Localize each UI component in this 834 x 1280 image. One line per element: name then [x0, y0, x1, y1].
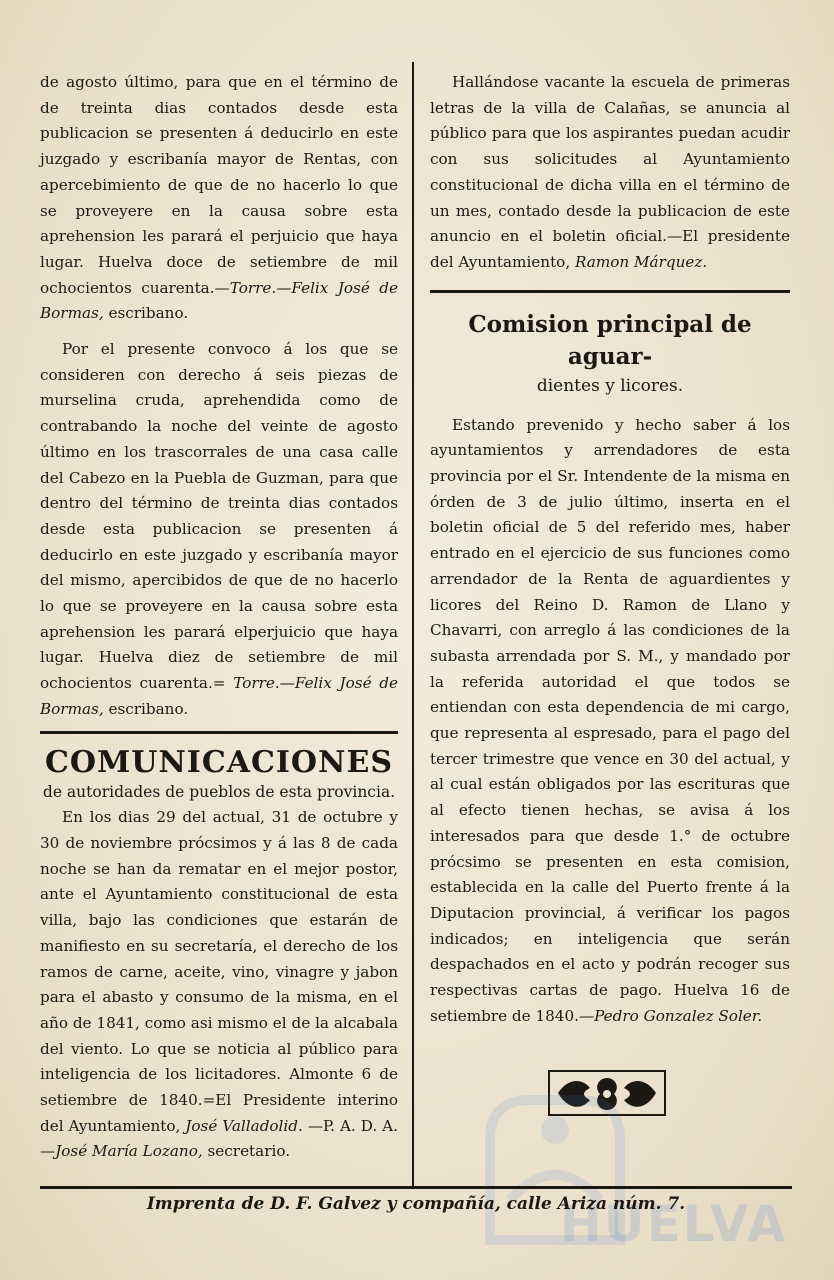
notice-bormas-2: Por el presente convoco á los que se consideren con derecho á seis piezas de murselina cruda, aprehendida como de contrabando la noche del veinte de agosto último en los trascorrales de una casa calle del Cabezo en la Puebla de Guzman, para que dentro del término de treinta dias contados desde esta publicacion se presenten á deducirlo en este juzgado y escribanía mayor del mismo, apercibidos de que de no hacerlo lo que se proveyere en la causa sobre esta aprehension les parará elperjuicio que haya lugar. Huelva diez de setiembre de mil ochocientos cuarenta.= Torre.—Felix José de Bormas, escribano.	[40, 340, 398, 718]
column-divider	[412, 62, 414, 1187]
section-title-comision: Comision principal de aguar-	[468, 310, 752, 370]
footer-divider	[40, 1186, 792, 1189]
signature: Pedro Gonzalez Soler.	[594, 1006, 763, 1025]
section-subtitle: de autoridades de pueblos de esta provincia.	[42, 782, 396, 801]
section-title-comunicaciones: COMUNICACIONES	[45, 744, 393, 780]
signature: Ramon Márquez.	[574, 252, 708, 271]
printer-imprint: Imprenta de D. F. Galvez y compañía, calle Ariza núm. 7.	[146, 1194, 686, 1214]
left-column	[40, 70, 398, 1165]
notice-bormas-1: de agosto último, para que en el término de de treinta dias contados desde esta publicacion se presenten á deducirlo en este juzgado y escribanía mayor de Rentas, con apercebimiento de que de no hacerlo lo que se proveyere en la causa sobre esta aprehension les parará el perjuicio que haya lugar. Huelva doce de setiembre de mil ochocientos cuarenta.—Torre.—Felix José de Bormas, escribano.	[40, 73, 398, 323]
notice-almonte: En los dias 29 del actual, 31 de octubre y 30 de noviembre prócsimos y á las 8 de cada noche se han da rematar en el mejor postor, ante el Ayuntamiento constitucional de esta villa, bajo las condiciones que estarán de manifiesto en su secretaría, el derecho de los ramos de carne, aceite, vino, vinagre y jabon para el abasto y consumo de la misma, en el año de 1841, como asi mismo el de la alcabala del viento. Lo que se noticia al público para inteligencia de los licitadores. Almonte 6 de setiembre de 1840.=El Presidente interino del Ayuntamiento, José Valladolid. —P. A. D. A.—José María Lozano, secretario.	[40, 808, 398, 1161]
signature: Torre.—Felix José de Bormas,	[40, 674, 398, 718]
notice-aguardientes: Estando prevenido y hecho saber á los ayuntamientos y arrendadores de esta provincia por el Sr. Intendente de la misma en órden de 3 de julio último, inserta en el boletin oficial de 5 del referido mes, haber entrado en el ejercicio de sus funciones como arrendador de la Renta de aguardientes y licores del Reino D. Ramon de Llano y Chavarri, con arreglo á las condiciones de la subasta arrendada por S. M., y mandado por la referida autoridad el que todos se entiendan con esta dependencia de mi cargo, que representa al espresado, para el pago del tercer trimestre que vence en 30 del actual, y al cual están obligados por las escrituras que al efecto tienen hechas, se avisa á los interesados para que desde 1.° de octubre prócsimo se presenten en esta comision, establecida en la calle del Puerto frente á la Diputacion provincial, á verificar los pagos indicados; en inteligencia que serán despachados en el acto y podrán recoger sus respectivas cartas de pago. Huelva 16 de setiembre de 1840.—Pedro Gonzalez Soler.	[430, 415, 790, 1025]
notice-calanas: Hallándose vacante la escuela de primeras letras de la villa de Calañas, se anuncia al público para que los aspirantes puedan acudir con sus solicitudes al Ayuntamiento constitucional de dicha villa en el término de un mes, contado desde la publicacion de este anuncio en el boletin oficial.—El presidente del Ayuntamiento, Ramon Márquez.	[430, 73, 790, 271]
right-column	[430, 70, 790, 1030]
watermark-text: HUELVA	[560, 1195, 788, 1253]
section-subtitle: dientes y licores.	[536, 375, 684, 396]
signature: Torre.—Felix José de Bormas,	[40, 278, 398, 323]
